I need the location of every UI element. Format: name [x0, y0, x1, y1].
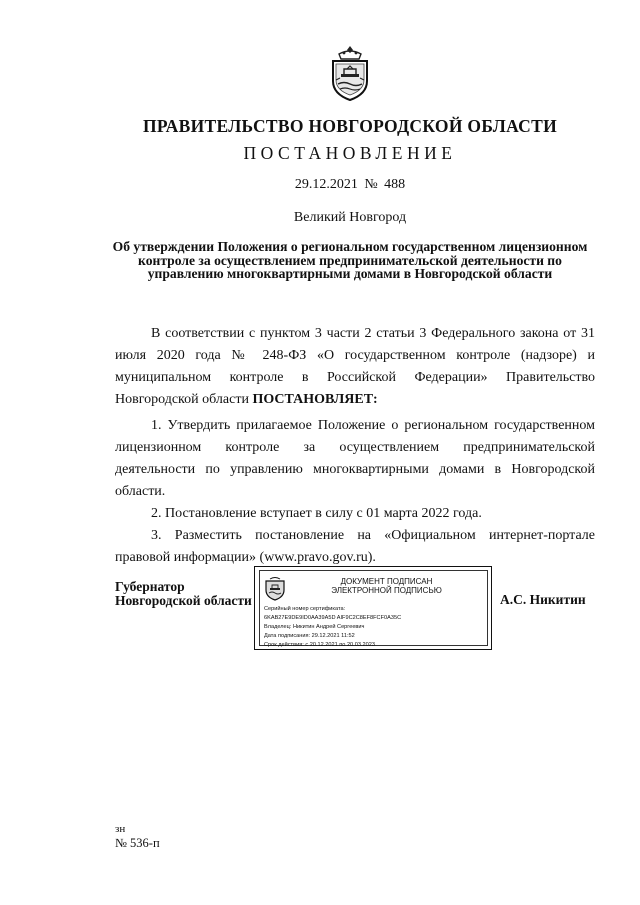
stamp-emblem-icon: [264, 575, 286, 601]
stamp-owner: Владелец: Никитин Андрей Сергеевич: [264, 624, 365, 630]
document-type-title: ПОСТАНОВЛЕНИЕ: [243, 143, 457, 163]
footer-registration: [115, 822, 160, 850]
stamp-serial-number: 6KAB27E9DE9ID0AA39A5D AIF9C2C8EF8FCF0A35C: [264, 615, 402, 621]
stamp-validity: Срок действия: с 20.12.2021 по 20.03.2023: [264, 642, 375, 648]
executor-initials: зн: [115, 823, 126, 835]
stamp-signing-date: Дата подписания: 29.12.2021 11:52: [264, 633, 355, 639]
stamp-inner-frame: [259, 570, 488, 646]
city-name: Великий Новгород: [293, 210, 407, 225]
signer-position-line2: Новгородской области: [115, 593, 252, 608]
item-1-paragraph: 1. Утвердить прилагаемое Положение о региональном государственном лицензионном контроле за осуществлением предпринимательской деятельности по управлению многоквартирными домами в Новгородской области.: [115, 418, 595, 499]
signer-position: [115, 580, 252, 608]
stamp-heading: [290, 577, 483, 595]
preamble-paragraph: [115, 323, 595, 411]
signer-position-line1: Губернатор: [115, 579, 185, 594]
decree-date: 29.12.2021: [294, 177, 358, 192]
stamp-heading-line2: ЭЛЕКТРОННОЙ ПОДПИСЬЮ: [331, 586, 442, 595]
resolves-word: ПОСТАНОВЛЯЕТ:: [252, 392, 378, 407]
preamble-text: В соответствии с пунктом 3 части 2 статьи 3 Федерального закона от 31 июля 2020 года № 248-ФЗ «О государственном контроле (надзоре) и муниципальном контроле в Российской Федерации» Правительство Новгородской области: [115, 326, 595, 407]
date-number-line: [0, 177, 640, 193]
signer-name: А.С. Никитин: [500, 592, 586, 607]
registration-number: № 536-п: [115, 836, 160, 850]
government-title: ПРАВИТЕЛЬСТВО НОВГОРОДСКОЙ ОБЛАСТИ: [143, 116, 557, 136]
coat-of-arms-emblem: [327, 44, 373, 102]
stamp-heading-line1: ДОКУМЕНТ ПОДПИСАН: [340, 577, 433, 586]
decree-body: [115, 323, 595, 569]
number-sign: №: [364, 177, 378, 192]
item-2-paragraph: 2. Постановление вступает в силу с 01 марта 2022 года.: [151, 506, 482, 521]
decree-subject: Об утверждении Положения о региональном государственном лицензионном контроле за осуществлением предпринимательской деятельности по управлению многоквартирными домами в Новгородской области: [112, 239, 588, 282]
decree-number: 488: [384, 177, 406, 192]
stamp-serial-label: Серийный номер сертификата:: [264, 606, 346, 612]
stamp-details: [264, 605, 485, 650]
electronic-signature-stamp: [254, 566, 492, 650]
item-3-paragraph: 3. Разместить постановление на «Официальном интернет-портале правовой информации» (www.pravo.gov.ru).: [115, 528, 595, 565]
